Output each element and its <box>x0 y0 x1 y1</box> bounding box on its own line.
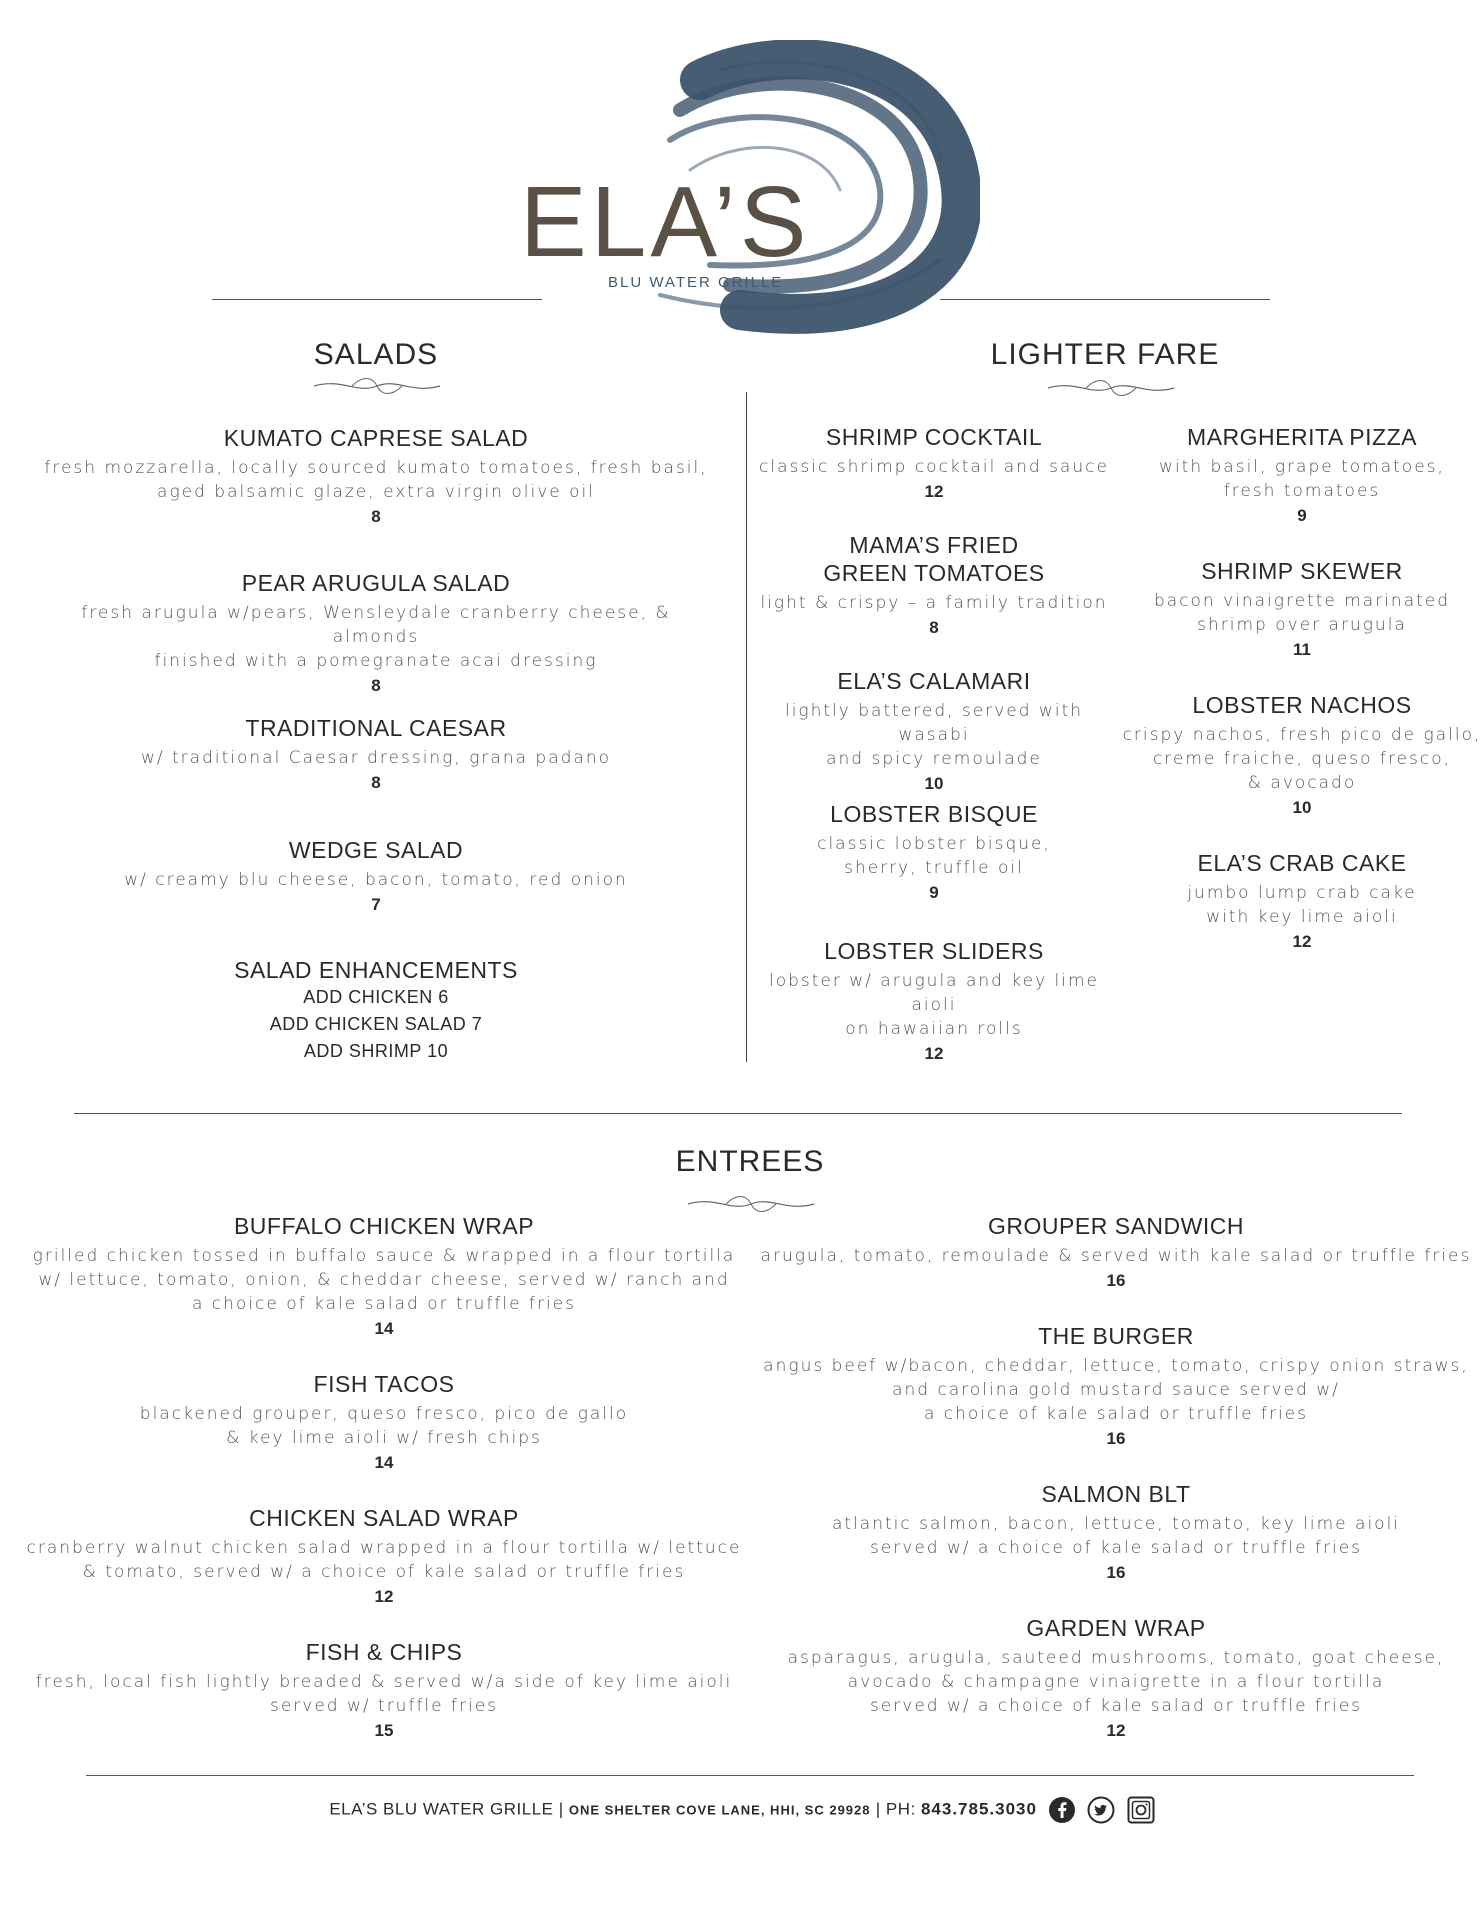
item-description: angus beef w/bacon, cheddar, lettuce, tomato, crispy onion straws, and carolina gold mustard sauce served w/ a choice of kale salad or truffle fries <box>763 1356 1469 1424</box>
menu-item <box>20 1370 748 1475</box>
footer-address: ONE SHELTER COVE LANE, HHI, SC 29928 <box>568 1802 871 1818</box>
item-price: 16 <box>1106 1563 1126 1582</box>
flourish-ornament-icon <box>1046 376 1176 400</box>
salad-enhancements <box>40 956 712 1065</box>
menu-item <box>752 800 1116 905</box>
item-description: fresh, local fish lightly breaded & served w/a side of key lime aioli served w/ truffle fries <box>35 1672 733 1716</box>
item-price: 11 <box>1293 640 1311 659</box>
item-price: 14 <box>374 1453 394 1472</box>
item-name: LOBSTER NACHOS <box>1192 692 1412 718</box>
item-description: light & crispy – a family tradition <box>760 593 1108 613</box>
item-price: 9 <box>1297 506 1307 525</box>
menu-item <box>752 531 1116 640</box>
item-price: 16 <box>1106 1429 1126 1448</box>
item-name: TRADITIONAL CAESAR <box>245 715 507 741</box>
entrees-title: ENTREES <box>675 1145 825 1178</box>
item-description: grilled chicken tossed in buffalo sauce & wrapped in a flour tortilla w/ lettuce, tomato, onion, & cheddar cheese, served w/ ranch and a choice of kale salad or truffle fries <box>32 1246 736 1314</box>
item-price: 7 <box>371 895 381 914</box>
menu-item <box>1120 849 1484 954</box>
item-description: asparagus, arugula, sauteed mushrooms, tomato, goat cheese, avocado & champagne vinaigrette in a flour tortilla served w/ a choice of kale salad or truffle fries <box>787 1648 1445 1716</box>
section-rule <box>74 1113 1402 1114</box>
item-price: 12 <box>1292 932 1312 951</box>
item-name: FISH & CHIPS <box>305 1639 463 1665</box>
item-name: MARGHERITA PIZZA <box>1187 424 1417 450</box>
item-name: LOBSTER BISQUE <box>830 801 1038 827</box>
item-description: lightly battered, served with wasabi and spicy remoulade <box>784 701 1084 769</box>
menu-item <box>40 836 712 917</box>
menu-item <box>752 1614 1480 1743</box>
item-description: blackened grouper, queso fresco, pico de gallo & key lime aioli w/ fresh chips <box>139 1404 629 1448</box>
salads-title: SALADS <box>313 338 439 371</box>
item-description: bacon vinaigrette marinated shrimp over arugula <box>1153 591 1451 635</box>
menu-item <box>752 937 1116 1066</box>
item-name: ELA’S CRAB CAKE <box>1197 850 1407 876</box>
item-price: 12 <box>1106 1721 1126 1740</box>
item-price: 14 <box>374 1319 394 1338</box>
menu-item <box>752 423 1116 504</box>
instagram-icon[interactable] <box>1127 1796 1155 1824</box>
item-name: MAMA’S FRIED GREEN TOMATOES <box>823 532 1045 586</box>
item-description: arugula, tomato, remoulade & served with kale salad or truffle fries <box>760 1246 1472 1266</box>
item-price: 8 <box>929 618 939 637</box>
item-description: w/ creamy blu cheese, bacon, tomato, red onion <box>124 870 628 890</box>
footer <box>0 1796 1484 1824</box>
item-description: fresh arugula w/pears, Wensleydale cranberry cheese, & almonds finished with a pomegranate acai dressing <box>81 603 671 671</box>
menu-item <box>752 1480 1480 1585</box>
brand-tagline: BLU WATER GRILLE <box>608 274 784 291</box>
item-description: classic lobster bisque, sherry, truffle oil <box>817 834 1051 878</box>
item-price: 16 <box>1106 1271 1126 1290</box>
item-description: atlantic salmon, bacon, lettuce, tomato, key lime aioli served w/ a choice of kale salad or truffle fries <box>831 1514 1401 1558</box>
menu-item <box>752 1212 1480 1293</box>
item-name: CHICKEN SALAD WRAP <box>249 1505 519 1531</box>
item-name: THE BURGER <box>1038 1323 1194 1349</box>
item-name: WEDGE SALAD <box>288 837 464 863</box>
menu-item <box>20 1504 748 1609</box>
item-name: BUFFALO CHICKEN WRAP <box>233 1213 535 1239</box>
lighter-fare-title: LIGHTER FARE <box>990 338 1220 371</box>
footer-restaurant-name: ELA’S BLU WATER GRILLE | <box>329 1799 564 1819</box>
item-price: 9 <box>929 883 939 902</box>
item-description: crispy nachos, fresh pico de gallo, creme fraiche, queso fresco, & avocado <box>1122 725 1482 793</box>
item-description: lobster w/ arugula and key lime aioli on hawaiian rolls <box>768 971 1100 1039</box>
footer-phone-label: | PH: <box>875 1799 916 1819</box>
twitter-icon[interactable] <box>1087 1796 1115 1824</box>
menu-item <box>1120 423 1484 528</box>
item-description: cranberry walnut chicken salad wrapped in a flour tortilla w/ lettuce & tomato, served w/ a choice of kale salad or truffle fries <box>26 1538 742 1582</box>
item-price: 15 <box>374 1721 394 1740</box>
menu-item <box>752 1322 1480 1451</box>
item-name: LOBSTER SLIDERS <box>824 938 1044 964</box>
menu-item <box>20 1212 748 1341</box>
enhancement-option: ADD CHICKEN 6 <box>303 987 449 1007</box>
item-name: SHRIMP SKEWER <box>1201 558 1403 584</box>
menu-item <box>20 1638 748 1743</box>
column-divider <box>746 392 747 1062</box>
menu-item <box>1120 557 1484 662</box>
menu-item <box>752 667 1116 796</box>
item-description: jumbo lump crab cake with key lime aioli <box>1187 883 1417 927</box>
menu-item <box>40 424 712 529</box>
footer-phone[interactable]: 843.785.3030 <box>920 1799 1037 1819</box>
item-description: fresh mozzarella, locally sourced kumato tomatoes, fresh basil, aged balsamic glaze, extra virgin olive oil <box>44 458 708 502</box>
item-description: classic shrimp cocktail and sauce <box>759 457 1109 477</box>
item-price: 12 <box>924 482 944 501</box>
item-price: 10 <box>924 774 944 793</box>
header-rule-right <box>940 299 1270 300</box>
item-price: 8 <box>371 676 381 695</box>
item-description: w/ traditional Caesar dressing, grana padano <box>140 748 612 768</box>
brand-name: ELA’S <box>520 166 811 278</box>
menu-item <box>1120 691 1484 820</box>
header-rule-left <box>212 299 542 300</box>
item-price: 12 <box>374 1587 394 1606</box>
item-price: 8 <box>371 773 381 792</box>
facebook-icon[interactable] <box>1048 1796 1076 1824</box>
item-name: KUMATO CAPRESE SALAD <box>223 425 529 451</box>
item-name: GARDEN WRAP <box>1026 1615 1206 1641</box>
item-price: 10 <box>1292 798 1312 817</box>
item-price: 12 <box>924 1044 944 1063</box>
item-name: GROUPER SANDWICH <box>988 1213 1244 1239</box>
item-name: FISH TACOS <box>313 1371 455 1397</box>
item-name: ELA’S CALAMARI <box>837 668 1031 694</box>
menu-item <box>40 714 712 795</box>
flourish-ornament-icon <box>312 374 442 398</box>
item-name: SHRIMP COCKTAIL <box>825 424 1043 450</box>
item-name: SALMON BLT <box>1041 1481 1191 1507</box>
item-name: PEAR ARUGULA SALAD <box>241 570 511 596</box>
menu-item <box>40 569 712 698</box>
enhancements-title: SALAD ENHANCEMENTS <box>234 957 518 983</box>
enhancement-option: ADD SHRIMP 10 <box>303 1041 449 1061</box>
item-description: with basil, grape tomatoes, fresh tomatoes <box>1159 457 1445 501</box>
enhancement-option: ADD CHICKEN SALAD 7 <box>269 1014 483 1034</box>
footer-rule <box>86 1775 1414 1776</box>
item-price: 8 <box>371 507 381 526</box>
